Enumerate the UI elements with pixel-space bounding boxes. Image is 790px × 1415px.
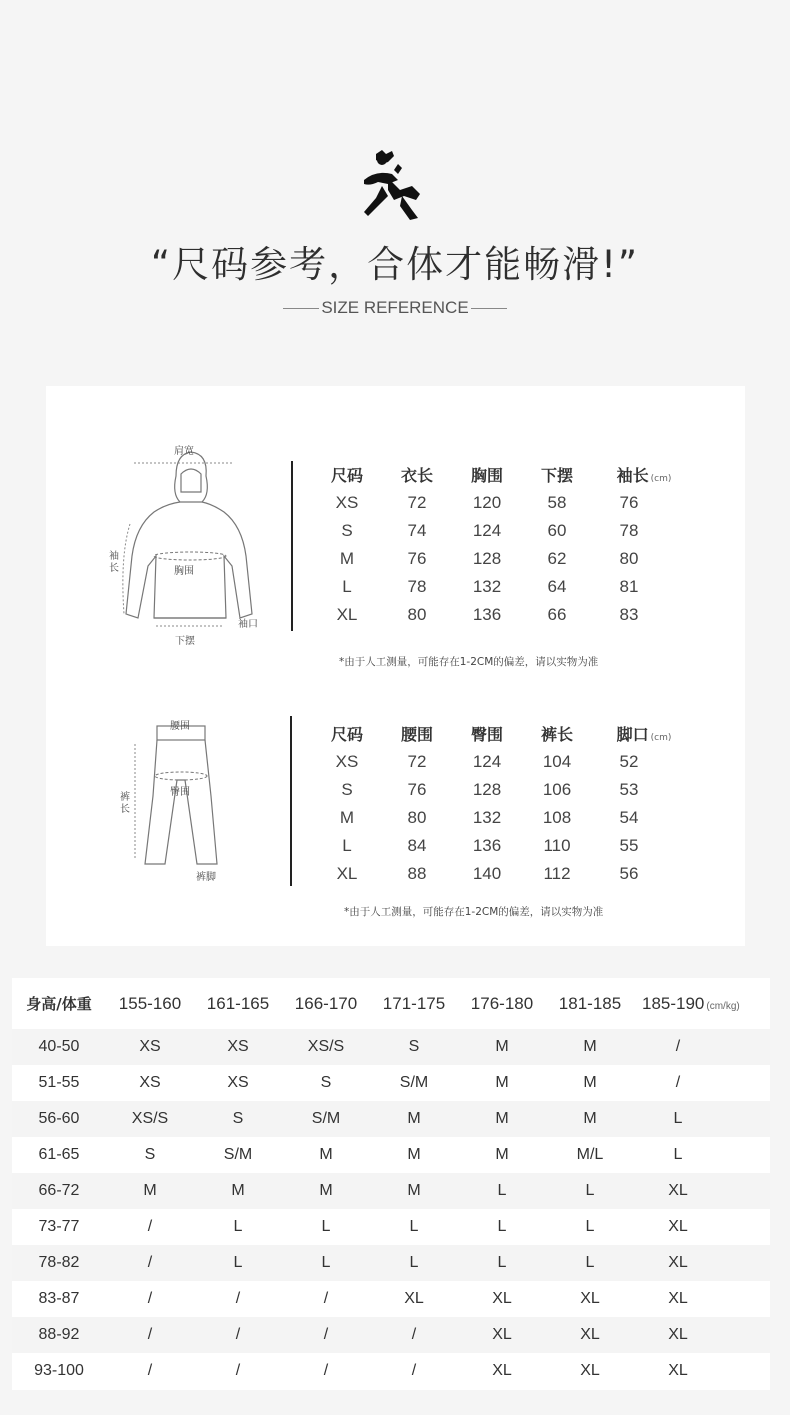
corner-cell: 身高/体重 <box>26 995 92 1013</box>
unit-label: (cm/kg) <box>706 1001 740 1012</box>
size-cell: XL <box>492 1362 512 1379</box>
size-cell: / <box>235 1362 241 1379</box>
table-row <box>322 605 702 633</box>
weight-cell: 51-55 <box>38 1074 80 1091</box>
table-row <box>322 493 702 521</box>
size-cell: / <box>675 1074 681 1091</box>
header-cell: 腰围 <box>400 725 433 744</box>
size-cell: L <box>497 1218 507 1235</box>
size-cell: M <box>583 1074 597 1091</box>
size-cell: M <box>583 1110 597 1127</box>
table-cell: 104 <box>542 752 572 771</box>
size-cell: L <box>409 1254 419 1271</box>
size-chart-row <box>12 1137 770 1173</box>
size-cell: S/M <box>399 1074 429 1091</box>
table-cell: 132 <box>472 577 502 596</box>
weight-cell: 66-72 <box>38 1182 80 1199</box>
table-cell: XS <box>335 493 359 512</box>
size-cell: / <box>147 1290 153 1307</box>
size-chart-row <box>12 1101 770 1137</box>
header-cell: 尺码 <box>330 466 363 485</box>
jacket-note: *由于人工测量，可能存在1-2CM的偏差，请以实物为准 <box>339 656 599 668</box>
table-row <box>322 836 702 864</box>
table-cell: 60 <box>547 521 567 540</box>
pants-note: *由于人工测量，可能存在1-2CM的偏差，请以实物为准 <box>344 906 604 918</box>
size-cell: XL <box>580 1362 600 1379</box>
table-cell: 55 <box>619 836 639 855</box>
table-cell: L <box>342 577 352 596</box>
table-cell: 136 <box>472 605 502 624</box>
size-cell: L <box>497 1182 507 1199</box>
table-cell: 112 <box>543 864 571 883</box>
table-cell: 62 <box>547 549 567 568</box>
size-chart-row <box>12 1065 770 1101</box>
table-cell: 76 <box>407 549 427 568</box>
size-cell: M <box>495 1074 509 1091</box>
header-cell: 脚口 (cm) <box>616 725 672 744</box>
size-cell: / <box>147 1218 153 1235</box>
size-cell: M <box>319 1182 333 1199</box>
table-cell: 80 <box>407 808 427 827</box>
size-chart-row <box>12 1173 770 1209</box>
table-cell: XS <box>335 752 359 771</box>
table-cell: 64 <box>547 577 567 596</box>
label-shoulder: 肩宽 <box>174 446 194 457</box>
size-cell: XS/S <box>131 1110 169 1127</box>
size-chart-row <box>12 1209 770 1245</box>
pants-diagram-icon <box>121 716 251 886</box>
table-cell: XL <box>336 864 358 883</box>
size-cell: M <box>407 1110 421 1127</box>
page-headline: “尺码参考，合体才能畅滑!” <box>150 243 640 286</box>
table-cell: M <box>339 549 355 568</box>
size-cell: M <box>407 1182 421 1199</box>
weight-cell: 83-87 <box>38 1290 80 1307</box>
size-cell: M <box>319 1146 333 1163</box>
weight-cell: 93-100 <box>34 1362 84 1379</box>
table-cell: 72 <box>407 752 427 771</box>
size-cell: / <box>235 1326 241 1343</box>
table-cell: XL <box>336 605 358 624</box>
table-cell: 128 <box>472 549 502 568</box>
size-cell: XL <box>668 1182 688 1199</box>
size-cell: XS <box>227 1038 249 1055</box>
size-cell: XS <box>227 1074 249 1091</box>
label-length: 裤长 <box>120 792 130 815</box>
size-cell: XL <box>668 1362 688 1379</box>
table-cell: 78 <box>619 521 639 540</box>
table-cell: 108 <box>542 808 572 827</box>
table-cell: 81 <box>619 577 639 596</box>
size-cell: XL <box>492 1290 512 1307</box>
table-row <box>322 752 702 780</box>
size-cell: XL <box>668 1254 688 1271</box>
table-cell: 78 <box>407 577 427 596</box>
label-hip: 臀围 <box>170 787 190 798</box>
size-cell: / <box>323 1362 329 1379</box>
size-chart-row <box>12 1029 770 1065</box>
size-cell: M <box>231 1182 245 1199</box>
size-cell: L <box>233 1218 243 1235</box>
page-subhead <box>0 298 790 318</box>
size-cell: M <box>583 1038 597 1055</box>
table-header-row <box>322 463 702 491</box>
header-cell: 衣长 <box>400 466 433 485</box>
header-cell: 臀围 <box>470 725 503 744</box>
table-cell: 124 <box>472 752 502 771</box>
weight-cell: 88-92 <box>38 1326 80 1343</box>
table-cell: 106 <box>542 780 572 799</box>
table-row <box>322 808 702 836</box>
divider <box>283 308 319 309</box>
label-sleeve: 袖长 <box>109 551 119 574</box>
size-cell: / <box>147 1362 153 1379</box>
weight-cell: 56-60 <box>38 1110 80 1127</box>
size-chart-row <box>12 1353 770 1389</box>
table-cell: 76 <box>407 780 427 799</box>
jacket-diagram-icon <box>106 446 276 636</box>
size-cell: L <box>585 1218 595 1235</box>
size-cell: / <box>411 1362 417 1379</box>
size-cell: S/M <box>311 1110 341 1127</box>
size-cell: L <box>321 1218 331 1235</box>
table-cell: 136 <box>472 836 502 855</box>
table-cell: 80 <box>619 549 639 568</box>
size-cell: L <box>585 1254 595 1271</box>
measurement-card <box>46 386 745 946</box>
divider <box>290 716 292 886</box>
size-cell: M <box>407 1146 421 1163</box>
unit-label: (cm) <box>650 733 672 743</box>
table-cell: S <box>341 521 353 540</box>
table-row <box>322 780 702 808</box>
header-cell: 袖长 (cm) <box>616 466 672 485</box>
size-cell: S/M <box>223 1146 253 1163</box>
divider <box>291 461 293 631</box>
table-cell: 110 <box>543 836 571 855</box>
size-cell: / <box>323 1290 329 1307</box>
table-cell: L <box>342 836 352 855</box>
size-cell: XS <box>139 1074 161 1091</box>
size-cell: / <box>411 1326 417 1343</box>
size-cell: M <box>495 1038 509 1055</box>
size-cell: XL <box>492 1326 512 1343</box>
size-cell: L <box>233 1254 243 1271</box>
size-cell: M/L <box>576 1146 604 1163</box>
size-cell: L <box>497 1254 507 1271</box>
table-cell: 54 <box>619 808 639 827</box>
skier-logo-icon <box>358 150 424 222</box>
weight-cell: 78-82 <box>38 1254 80 1271</box>
size-cell: XS <box>139 1038 161 1055</box>
size-cell: M <box>495 1110 509 1127</box>
height-header: 161-165 <box>206 994 270 1013</box>
table-row <box>322 577 702 605</box>
subhead-text: SIZE REFERENCE <box>321 298 469 317</box>
table-cell: 66 <box>547 605 567 624</box>
size-cell: XS/S <box>307 1038 345 1055</box>
size-cell: L <box>673 1146 683 1163</box>
table-cell: 83 <box>619 605 639 624</box>
table-cell: 84 <box>407 836 427 855</box>
unit-label: (cm) <box>650 474 672 484</box>
size-cell: / <box>323 1326 329 1343</box>
size-cell: / <box>235 1290 241 1307</box>
table-cell: 80 <box>407 605 427 624</box>
table-cell: 140 <box>472 864 502 883</box>
header-cell: 尺码 <box>330 725 363 744</box>
table-cell: 56 <box>619 864 639 883</box>
table-header-row <box>322 722 702 750</box>
table-cell: 72 <box>407 493 427 512</box>
size-chart-row <box>12 1245 770 1281</box>
label-cuff: 袖口 <box>238 619 258 630</box>
size-cell: XL <box>580 1290 600 1307</box>
table-row <box>322 864 702 892</box>
weight-cell: 73-77 <box>38 1218 80 1235</box>
size-chart-table <box>12 978 770 1390</box>
size-chart-row <box>12 1281 770 1317</box>
table-cell: 58 <box>547 493 567 512</box>
table-cell: 128 <box>472 780 502 799</box>
table-cell: 52 <box>619 752 639 771</box>
header-cell: 下摆 <box>540 466 573 485</box>
size-cell: XL <box>668 1218 688 1235</box>
height-header: 166-170 <box>294 994 358 1013</box>
size-cell: S <box>232 1110 244 1127</box>
height-header: 176-180 <box>470 994 534 1013</box>
label-pant-hem: 裤脚 <box>196 872 216 883</box>
size-cell: L <box>673 1110 683 1127</box>
size-cell: XL <box>404 1290 424 1307</box>
height-header: 181-185 <box>558 994 622 1013</box>
size-cell: / <box>147 1254 153 1271</box>
header-cell: 胸围 <box>470 466 503 485</box>
table-cell: 120 <box>472 493 502 512</box>
size-chart-header-row <box>12 986 770 1022</box>
size-cell: S <box>320 1074 332 1091</box>
size-cell: M <box>143 1182 157 1199</box>
label-waist: 腰围 <box>170 721 190 732</box>
size-cell: M <box>495 1146 509 1163</box>
size-cell: XL <box>580 1326 600 1343</box>
jacket-size-table <box>322 463 702 633</box>
weight-cell: 40-50 <box>38 1038 80 1055</box>
table-cell: M <box>339 808 355 827</box>
weight-cell: 61-65 <box>38 1146 80 1163</box>
table-cell: 53 <box>619 780 639 799</box>
table-cell: 74 <box>407 521 427 540</box>
pants-size-table <box>322 722 702 892</box>
table-cell: 76 <box>619 493 639 512</box>
table-cell: 132 <box>472 808 502 827</box>
size-cell: L <box>585 1182 595 1199</box>
table-cell: S <box>341 780 353 799</box>
header-cell: 裤长 <box>540 725 573 744</box>
size-chart-row <box>12 1317 770 1353</box>
size-cell: / <box>675 1038 681 1055</box>
height-header: 155-160 <box>118 994 182 1013</box>
size-cell: / <box>147 1326 153 1343</box>
table-cell: 124 <box>472 521 502 540</box>
table-row <box>322 521 702 549</box>
size-cell: XL <box>668 1326 688 1343</box>
size-cell: XL <box>668 1290 688 1307</box>
label-hem: 下摆 <box>175 636 195 647</box>
divider <box>471 308 507 309</box>
table-cell: 88 <box>407 864 427 883</box>
size-cell: S <box>408 1038 420 1055</box>
size-cell: L <box>409 1218 419 1235</box>
height-header: 171-175 <box>382 994 446 1013</box>
size-cell: L <box>321 1254 331 1271</box>
height-header: 185-190 (cm/kg) <box>642 994 740 1013</box>
label-chest: 胸围 <box>174 566 194 577</box>
size-cell: S <box>144 1146 156 1163</box>
table-row <box>322 549 702 577</box>
